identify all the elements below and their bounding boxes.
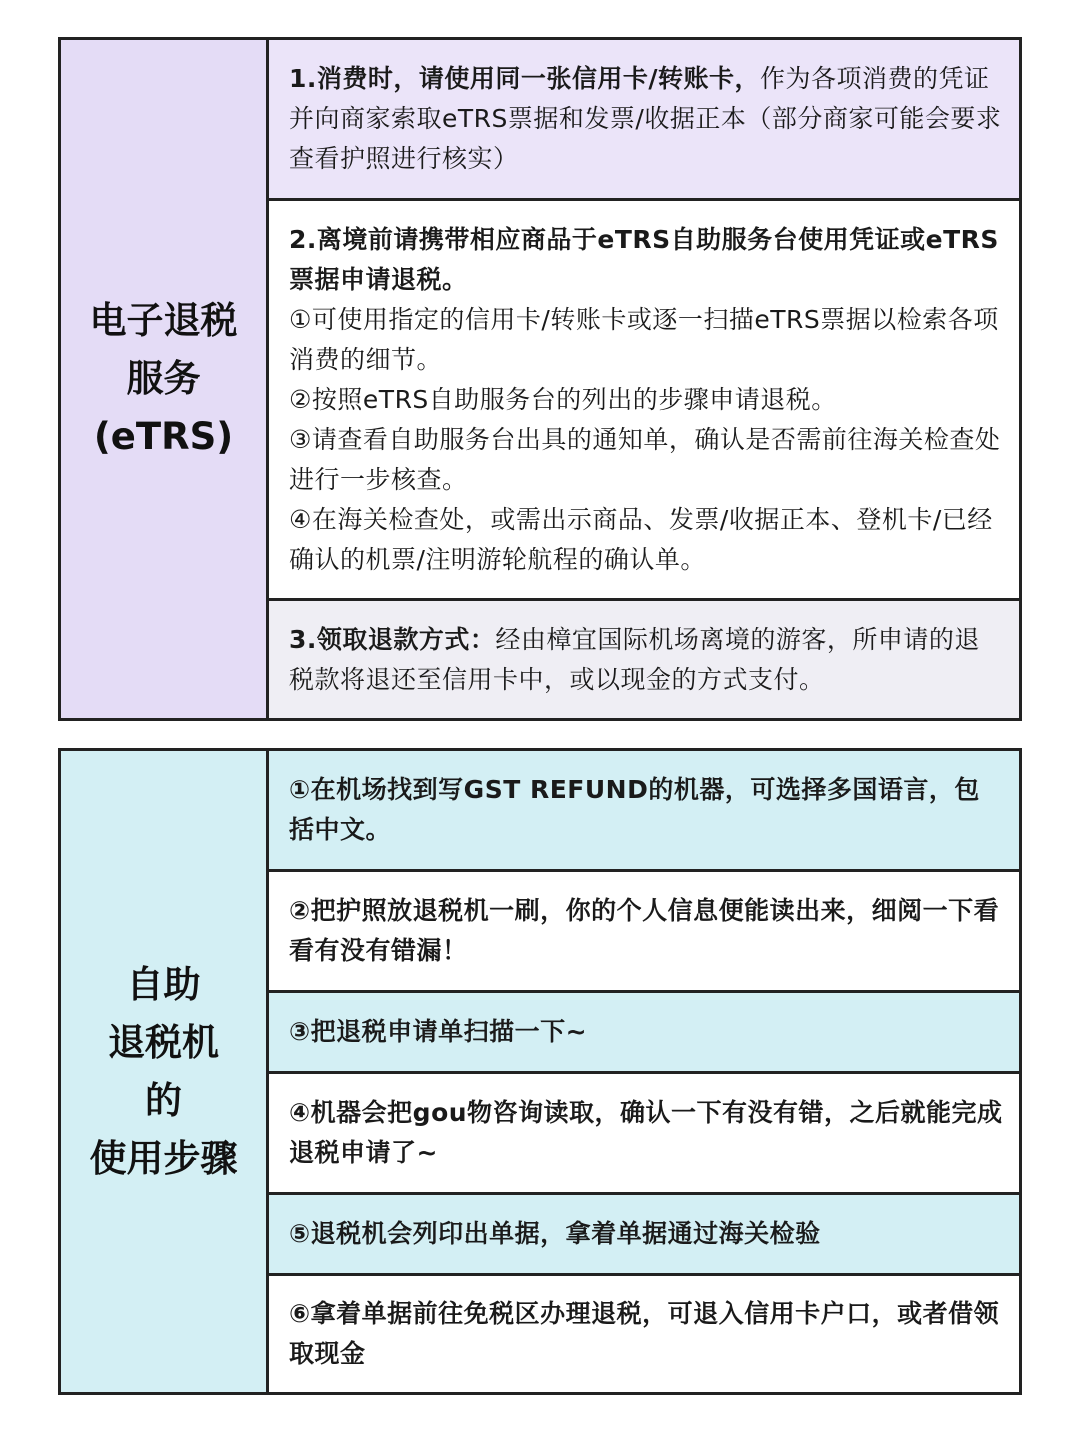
etrs-row-before-departure	[269, 201, 1019, 601]
etrs-row-body: 经由樟宜国际机场离境的游客，所申请的退税款将退还至信用卡中，或以现金的方式支付。	[289, 624, 980, 694]
kiosk-step	[269, 751, 1019, 872]
kiosk-step-text: ⑤退税机会列印出单据，拿着单据通过海关检验	[289, 1219, 821, 1248]
etrs-row-body: 作为各项消费的凭证并向商家索取eTRS票据和发票/收据正本（部分商家可能会要求查看护照进行核实）	[289, 64, 1002, 173]
kiosk-step-text: ②把护照放退税机一刷，你的个人信息便能读出来，细阅一下看看有没有错漏！	[289, 896, 1000, 965]
etrs-row-text	[289, 59, 1003, 179]
etrs-rows	[269, 40, 1019, 718]
kiosk-step-text: ③把退税申请单扫描一下~	[289, 1017, 588, 1046]
kiosk-step	[269, 993, 1019, 1074]
etrs-title	[90, 292, 238, 466]
kiosk-step	[269, 872, 1019, 993]
etrs-title-line: (eTRS)	[93, 415, 234, 458]
etrs-row-item: ④在海关检查处，或需出示商品、发票/收据正本、登机卡/已经确认的机票/注明游轮航程的确认单。	[289, 504, 993, 574]
kiosk-rows	[269, 751, 1019, 1392]
kiosk-step-text: ⑥拿着单据前往免税区办理退税，可退入信用卡户口，或者借领取现金	[289, 1299, 1000, 1368]
etrs-title-line: 服务	[126, 357, 201, 400]
etrs-row-text	[289, 620, 1003, 700]
etrs-row-bold: 1.消费时，请使用同一张信用卡/转账卡，	[289, 64, 761, 93]
etrs-row-item: ②按照eTRS自助服务台的列出的步骤申请退税。	[289, 384, 837, 414]
kiosk-step-text: ④机器会把gou物咨询读取，确认一下有没有错，之后就能完成退税申请了~	[289, 1098, 1003, 1167]
kiosk-title-line: 的	[145, 1078, 182, 1122]
etrs-side-header	[61, 40, 269, 718]
etrs-row-heading: 2.离境前请携带相应商品于eTRS自助服务台使用凭证或eTRS票据申请退税。	[289, 224, 999, 294]
etrs-row-item: ③请查看自助服务台出具的通知单，确认是否需前往海关检查处进行一步核查。	[289, 424, 1001, 494]
kiosk-side-header	[61, 751, 269, 1392]
etrs-row-bold: 3.领取退款方式：	[289, 624, 496, 654]
kiosk-step	[269, 1276, 1019, 1392]
kiosk-title	[90, 956, 238, 1188]
etrs-row-refund-method	[269, 601, 1019, 718]
kiosk-step	[269, 1195, 1019, 1276]
etrs-title-line: 电子退税	[89, 299, 238, 342]
kiosk-title-line: 自助	[126, 962, 201, 1006]
etrs-table	[58, 37, 1022, 721]
kiosk-title-line: 退税机	[108, 1020, 219, 1064]
kiosk-title-line: 使用步骤	[89, 1136, 238, 1180]
etrs-row-consumption	[269, 40, 1019, 201]
kiosk-step	[269, 1074, 1019, 1195]
etrs-row-item: ①可使用指定的信用卡/转账卡或逐一扫描eTRS票据以检索各项消费的细节。	[289, 304, 999, 374]
kiosk-step-text: ①在机场找到写GST REFUND的机器，可选择多国语言，包括中文。	[289, 775, 980, 844]
kiosk-table	[58, 748, 1022, 1395]
